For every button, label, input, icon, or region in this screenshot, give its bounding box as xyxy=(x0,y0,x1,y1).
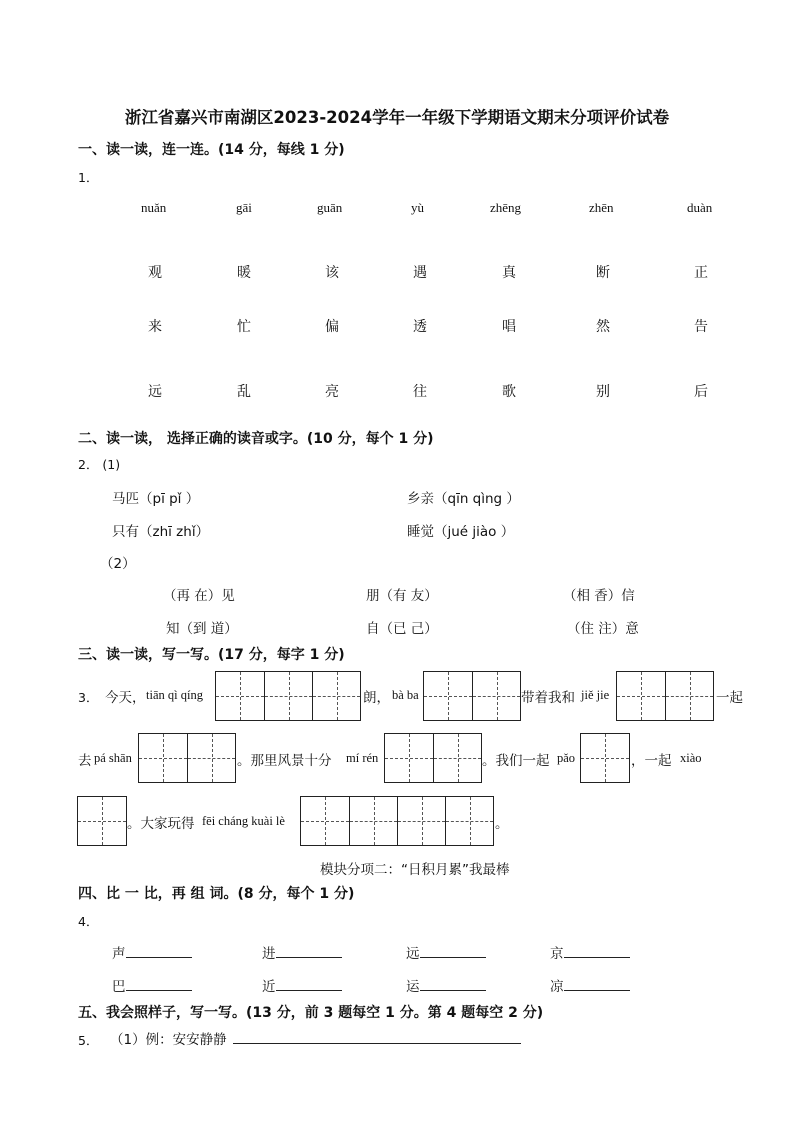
answer-blank[interactable] xyxy=(126,943,192,958)
answer-blank[interactable] xyxy=(276,943,342,958)
q3-pinyin-6: mí rén xyxy=(346,751,379,765)
pinyin-1: nuǎn xyxy=(141,200,167,215)
q3-pinyin-8: xiào xyxy=(680,751,702,765)
answer-blank[interactable] xyxy=(126,976,192,991)
char-r3-3: 亮 xyxy=(325,384,339,400)
pinyin-4: yù xyxy=(411,200,424,215)
q3-text-5: 去 xyxy=(78,753,92,769)
char-r3-2: 乱 xyxy=(237,384,251,400)
example-line[interactable] xyxy=(110,1028,521,1048)
word-char: 京 xyxy=(550,946,564,962)
char-r2-2: 忙 xyxy=(237,319,251,335)
word-item-sheng[interactable] xyxy=(112,942,192,962)
subquestion-2-2: （2） xyxy=(100,556,136,572)
char-r1-4: 遇 xyxy=(413,265,427,281)
choice-zhidao: 知（到 道） xyxy=(166,621,238,637)
q3-pinyin-1: tiān qì qíng xyxy=(146,688,203,702)
writing-grid-tianqiqing[interactable] xyxy=(215,671,361,721)
char-r3-4: 往 xyxy=(413,384,427,400)
char-r2-7: 告 xyxy=(694,319,708,335)
module-subtitle: 模块分项二：“日积月累”我最棒 xyxy=(320,862,510,878)
q3-text-1: 今天， xyxy=(105,690,146,706)
word-char: 进 xyxy=(262,946,276,962)
choice-zhuyi: （住 注）意 xyxy=(567,621,639,637)
word-char: 巴 xyxy=(112,979,126,995)
choice-ziji: 自（已 己） xyxy=(366,621,438,637)
char-r3-6: 别 xyxy=(596,384,610,400)
word-char: 声 xyxy=(112,946,126,962)
page-title: 浙江省嘉兴市南湖区2023-2024学年一年级下学期语文期末分项评价试卷 xyxy=(124,108,670,127)
choice-zhiyou: 只有（zhī zhǐ） xyxy=(112,524,210,540)
word-char: 运 xyxy=(406,979,420,995)
q3-pinyin-3: jiě jie xyxy=(581,688,610,702)
q3-text-8: ，一起 xyxy=(631,753,672,769)
pinyin-7: duàn xyxy=(687,200,713,215)
answer-blank[interactable] xyxy=(420,943,486,958)
word-item-jin2[interactable] xyxy=(262,975,342,995)
q3-pinyin-2: bà ba xyxy=(392,688,419,702)
q3-text-9: 。大家玩得 xyxy=(127,816,195,832)
q3-text-4: 一起 xyxy=(716,690,743,706)
section-3-heading: 三、读一读，写一写。(17 分，每字 1 分) xyxy=(78,647,345,663)
question-2-number: 2． (1) xyxy=(78,457,121,472)
writing-grid-baba[interactable] xyxy=(423,671,521,721)
char-r3-7: 后 xyxy=(694,384,708,400)
question-1-number: 1． xyxy=(78,170,99,185)
section-2-heading: 二、读一读， 选择正确的读音或字。(10 分，每个 1 分) xyxy=(78,431,434,447)
word-item-yuan[interactable] xyxy=(406,942,486,962)
pinyin-3: guān xyxy=(317,200,343,215)
writing-grid-pashan[interactable] xyxy=(138,733,236,783)
char-r1-2: 暖 xyxy=(237,265,251,281)
answer-blank[interactable] xyxy=(564,943,630,958)
char-r3-5: 歌 xyxy=(502,384,516,400)
question-3-number: 3． xyxy=(78,690,99,705)
section-4-heading: 四、比 一 比，再 组 词。(8 分，每个 1 分) xyxy=(78,886,355,902)
char-r2-1: 来 xyxy=(148,319,162,335)
char-r1-1: 观 xyxy=(148,265,162,281)
choice-xiangqin: 乡亲（qīn qìng ） xyxy=(407,491,520,507)
question-5-number: 5． xyxy=(78,1033,99,1048)
word-item-jin[interactable] xyxy=(262,942,342,962)
section-5-heading: 五、我会照样子，写一写。(13 分，前 3 题每空 1 分。第 4 题每空 2 分) xyxy=(78,1005,544,1021)
writing-grid-pao[interactable] xyxy=(580,733,630,783)
q3-text-3: 带着我和 xyxy=(521,690,575,706)
choice-zaijian: （再 在）见 xyxy=(163,588,235,604)
pinyin-6: zhēn xyxy=(589,200,614,215)
choice-mapi: 马匹（pī pǐ ） xyxy=(112,491,200,507)
char-r1-7: 正 xyxy=(694,265,708,281)
pinyin-5: zhēng xyxy=(490,200,522,215)
char-r2-4: 透 xyxy=(413,319,427,335)
writing-grid-xiao[interactable] xyxy=(77,796,127,846)
word-item-yun[interactable] xyxy=(406,975,486,995)
choice-shuijiao: 睡觉（jué jiào ） xyxy=(407,524,515,540)
writing-grid-miren[interactable] xyxy=(384,733,482,783)
writing-grid-jiejie[interactable] xyxy=(616,671,714,721)
q3-pinyin-9: fēi cháng kuài lè xyxy=(202,814,285,828)
char-r1-3: 该 xyxy=(325,265,339,281)
answer-blank[interactable] xyxy=(420,976,486,991)
q3-text-6: 。那里风景十分 xyxy=(237,753,332,769)
answer-blank[interactable] xyxy=(564,976,630,991)
q3-text-7: 。我们一起 xyxy=(482,753,550,769)
word-char: 凉 xyxy=(550,979,564,995)
q3-pinyin-7: pǎo xyxy=(557,751,576,765)
word-char: 远 xyxy=(406,946,420,962)
choice-pengyou: 朋（有 友） xyxy=(366,588,438,604)
example-text: （1）例：安安静静 xyxy=(110,1032,227,1048)
char-r2-6: 然 xyxy=(596,319,610,335)
char-r2-3: 偏 xyxy=(325,319,339,335)
q3-text-10: 。 xyxy=(495,816,509,832)
answer-blank[interactable] xyxy=(276,976,342,991)
char-r2-5: 唱 xyxy=(502,319,516,335)
word-item-jing[interactable] xyxy=(550,942,630,962)
word-char: 近 xyxy=(262,979,276,995)
q3-text-2: 朗， xyxy=(363,690,390,706)
question-4-number: 4． xyxy=(78,914,99,929)
char-r1-6: 断 xyxy=(596,265,610,281)
word-item-liang[interactable] xyxy=(550,975,630,995)
char-r1-5: 真 xyxy=(502,265,516,281)
writing-grid-feichangkuaile[interactable] xyxy=(300,796,494,846)
answer-line[interactable] xyxy=(233,1029,521,1044)
q3-pinyin-5: pá shān xyxy=(94,751,132,765)
pinyin-2: gāi xyxy=(236,200,252,215)
section-1-heading: 一、读一读，连一连。(14 分，每线 1 分) xyxy=(78,142,345,158)
choice-xiangxin: （相 香）信 xyxy=(563,588,635,604)
word-item-ba[interactable] xyxy=(112,975,192,995)
char-r3-1: 远 xyxy=(148,384,162,400)
